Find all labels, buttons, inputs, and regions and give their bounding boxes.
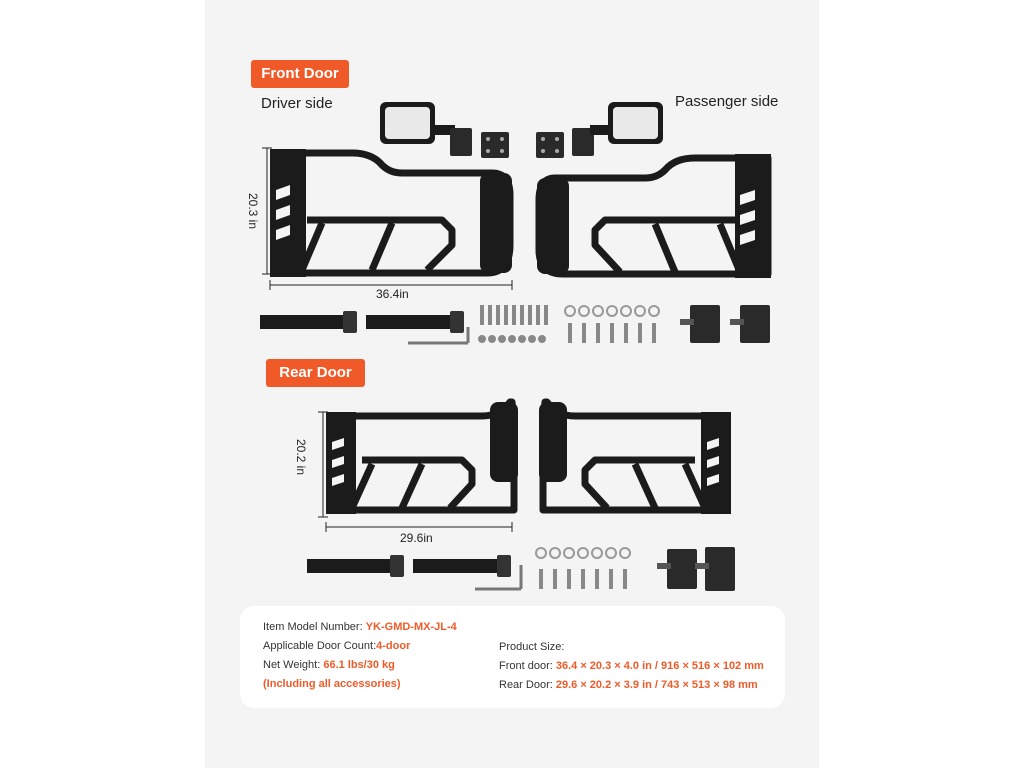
rear-door-badge: Rear Door [266,359,365,387]
door-count-line [263,640,410,652]
model-number-value: YK-GMD-MX-JL-4 [365,621,457,633]
strap-icon [260,311,464,333]
front-door-badge: Front Door [251,60,349,88]
bolt-icon [478,305,548,343]
net-weight-label: Net Weight: [263,659,324,671]
weight-note: (Including all accessories) [263,678,401,690]
washer-icon [565,306,659,316]
door-count-label: Applicable Door Count: [263,640,377,652]
model-number-label: Item Model Number: [263,621,366,633]
rear-height-label: 20.2 in [294,438,308,476]
rear-accessories [305,545,765,595]
front-height-label: 20.3 in [246,192,260,230]
rear-size-line [499,679,758,691]
product-size-label: Product Size: [499,641,565,653]
net-weight-value: 66.1 lbs/30 kg [323,659,395,671]
front-driver-door [262,145,522,280]
front-size-label: Front door: [499,660,556,672]
front-size-value: 36.4 × 20.3 × 4.0 in / 916 × 516 × 102 mm [555,660,764,672]
front-size-line [499,660,764,672]
driver-side-label: Driver side [261,95,333,112]
rear-right-door [535,392,735,517]
front-width-label: 36.4in [376,287,409,301]
rear-width-label: 29.6in [400,531,433,545]
strap-icon [307,555,511,577]
rear-size-value: 29.6 × 20.2 × 3.9 in / 743 × 513 × 98 mm [555,679,758,691]
door-count-value: 4-door [376,640,411,652]
hinge-icon [680,305,770,343]
front-accessories [258,305,778,350]
passenger-side-label: Passenger side [675,93,779,110]
net-weight-line [263,659,395,671]
front-passenger-door [535,150,780,280]
weight-note-line [263,678,401,690]
bolt-icon [539,569,627,589]
hinge-icon [657,547,735,591]
rear-left-door [322,392,522,517]
model-number-line [263,621,457,633]
washer-icon [536,548,630,558]
rear-size-label: Rear Door: [499,679,556,691]
front-height-dimension-line [262,148,272,274]
rear-height-dimension-line [318,412,328,517]
